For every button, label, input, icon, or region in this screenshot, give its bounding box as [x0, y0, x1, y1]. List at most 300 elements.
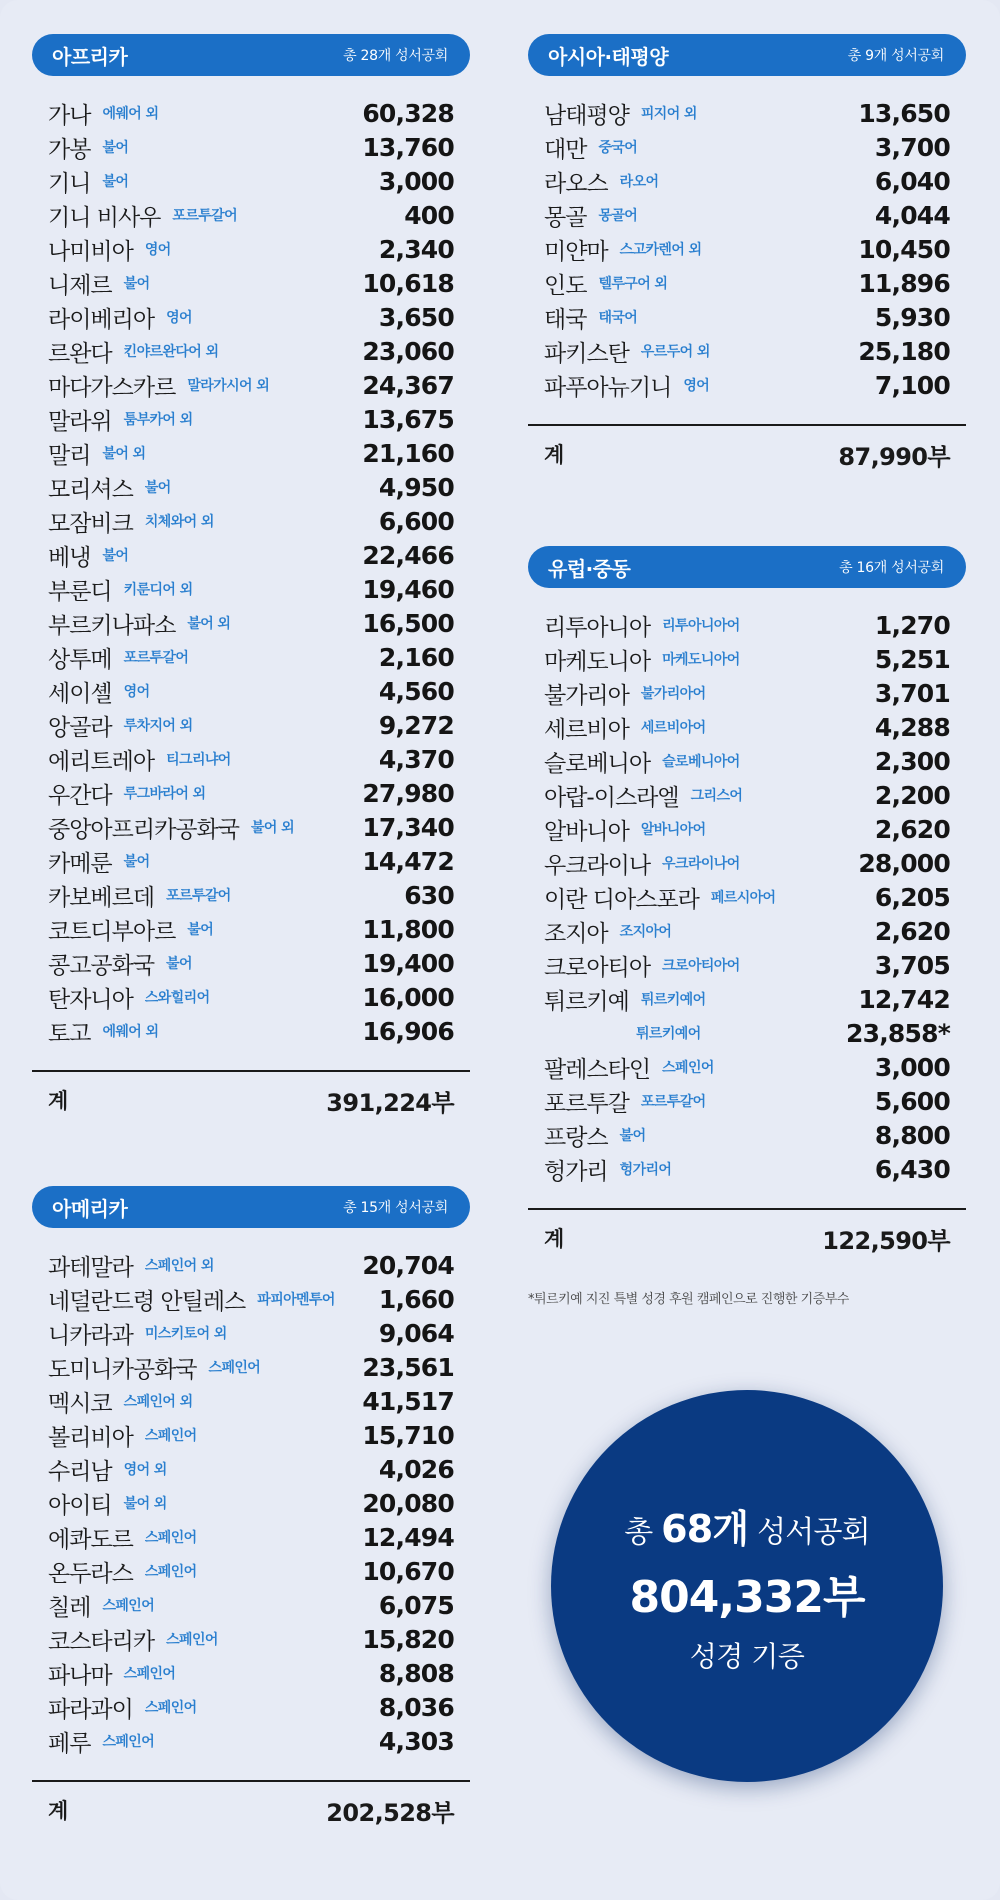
copies-count: 15,820: [362, 1624, 454, 1654]
language-label: 우르두어 외: [640, 344, 710, 360]
country-name: 우간다: [48, 782, 112, 809]
country-name: 볼리비아: [48, 1424, 133, 1451]
table-row: [544, 1016, 950, 1050]
table-row: [544, 1118, 950, 1152]
table-row: [544, 96, 950, 130]
copies-count: 5,930: [874, 302, 950, 332]
copies-count: 13,650: [858, 98, 950, 128]
americas-total-value: 202,528부: [326, 1798, 454, 1827]
europe-total-value: 122,590부: [822, 1226, 950, 1255]
language-label: 티그리냐어: [166, 752, 231, 768]
africa-total-label: 계: [48, 1089, 69, 1113]
copies-count: 630: [404, 880, 454, 910]
language-label: 불어 외: [102, 446, 146, 462]
country-name: 파키스탄: [544, 340, 629, 367]
europe-header: [528, 546, 966, 588]
copies-count: 10,450: [858, 234, 950, 264]
summary-copies: 804,332부: [629, 1571, 865, 1623]
copies-count: 60,328: [362, 98, 454, 128]
table-row: [48, 572, 454, 606]
language-label: 불어: [144, 480, 171, 496]
country-name: 슬로베니아: [544, 750, 651, 777]
copies-count: 10,670: [362, 1556, 454, 1586]
country-name: 마케도니아: [544, 648, 651, 675]
country-name: 코스타리카: [48, 1628, 155, 1655]
country-name: 말라위: [48, 408, 112, 435]
country-name: 코트디부아르: [48, 918, 176, 945]
copies-count: 22,466: [362, 540, 454, 570]
copies-count: 20,080: [362, 1488, 454, 1518]
language-label: 텔루구어 외: [598, 276, 668, 292]
summary-prefix: 총: [624, 1514, 653, 1550]
copies-count: 19,400: [362, 948, 454, 978]
language-label: 포르투갈어: [640, 1094, 706, 1110]
country-name: 말리: [48, 442, 91, 469]
country-name: 토고: [48, 1020, 91, 1047]
table-row: [544, 300, 950, 334]
language-label: 세르비아어: [640, 720, 706, 736]
table-row: [544, 982, 950, 1016]
copies-count: 6,075: [378, 1590, 454, 1620]
language-label: 스페인어 외: [123, 1394, 193, 1410]
copies-count: 13,675: [362, 404, 454, 434]
country-name: 태국: [544, 306, 587, 333]
summary-caption: 성경 기증: [689, 1639, 805, 1673]
table-row: [48, 470, 454, 504]
country-name: 모잠비크: [48, 510, 133, 537]
copies-count: 8,036: [378, 1692, 454, 1722]
copies-count: 14,472: [362, 846, 454, 876]
language-label: 스페인어: [144, 1530, 197, 1546]
language-label: 루그바라어 외: [123, 786, 206, 802]
country-name: 프랑스: [544, 1124, 608, 1151]
country-name: 수리남: [48, 1458, 112, 1485]
language-label: 튀르키예어: [636, 1026, 701, 1042]
europe-total-label: 계: [544, 1227, 565, 1251]
copies-count: 20,704: [362, 1250, 454, 1280]
section-asia-pacific: [528, 34, 966, 482]
summary-suffix: 성서공회: [757, 1514, 870, 1550]
table-row: [544, 778, 950, 812]
country-name: 카메룬: [48, 850, 112, 877]
copies-count: 21,160: [362, 438, 454, 468]
copies-count: 400: [404, 200, 454, 230]
language-label: 포르투갈어: [123, 650, 189, 666]
country-name: 대만: [544, 136, 587, 163]
language-label: 스페인어: [208, 1360, 261, 1376]
country-name: 르완다: [48, 340, 112, 367]
country-name: 헝가리: [544, 1158, 608, 1185]
copies-count: 6,205: [874, 882, 950, 912]
table-row: [544, 812, 950, 846]
table-row: [544, 642, 950, 676]
country-name: 튀르키예: [544, 988, 629, 1015]
language-label: 튀르키예어: [640, 992, 706, 1008]
language-label: 포르투갈어: [172, 208, 238, 224]
language-label: 그리스어: [690, 788, 743, 804]
copies-count: 17,340: [362, 812, 454, 842]
country-name: 아이티: [48, 1492, 112, 1519]
language-label: 파피아멘투어: [257, 1292, 335, 1308]
americas-rows: [32, 1248, 470, 1758]
language-label: 마케도니아어: [662, 652, 740, 668]
table-row: [48, 1350, 454, 1384]
language-label: 영어: [123, 684, 150, 700]
country-name: 라이베리아: [48, 306, 155, 333]
table-row: [544, 1084, 950, 1118]
table-row: [544, 880, 950, 914]
country-name: 칠레: [48, 1594, 91, 1621]
country-name: 포르투갈: [544, 1090, 629, 1117]
table-row: [48, 232, 454, 266]
table-row: [48, 1418, 454, 1452]
copies-count: 15,710: [362, 1420, 454, 1450]
africa-count: 총 28개 성서공회: [343, 48, 448, 64]
language-label: 몽골어: [598, 208, 638, 224]
language-label: 알바니아어: [640, 822, 706, 838]
copies-count: 41,517: [362, 1386, 454, 1416]
asia-rows: [528, 96, 966, 402]
table-row: [544, 232, 950, 266]
country-name: 파나마: [48, 1662, 112, 1689]
copies-count: 10,618: [362, 268, 454, 298]
table-row: [544, 608, 950, 642]
copies-count: 25,180: [858, 336, 950, 366]
country-name: 카보베르데: [48, 884, 155, 911]
table-row: [48, 1486, 454, 1520]
language-label: 불가리아어: [640, 686, 706, 702]
table-row: [48, 1248, 454, 1282]
country-name: 불가리아: [544, 682, 629, 709]
section-africa: [32, 34, 470, 1128]
country-name: 세이셸: [48, 680, 112, 707]
country-name: 과테말라: [48, 1254, 133, 1281]
language-label: 불어: [619, 1128, 646, 1144]
language-label: 스페인어 외: [144, 1258, 214, 1274]
language-label: 리투아니아어: [662, 618, 740, 634]
language-label: 영어 외: [123, 1462, 167, 1478]
copies-count: 28,000: [858, 848, 950, 878]
table-row: [48, 810, 454, 844]
country-name: 니카라과: [48, 1322, 133, 1349]
copies-count: 6,430: [874, 1154, 950, 1184]
table-row: [48, 368, 454, 402]
language-label: 에웨어 외: [102, 1024, 159, 1040]
country-name: 이란 디아스포라: [544, 886, 699, 913]
table-row: [48, 776, 454, 810]
country-name: 니제르: [48, 272, 112, 299]
language-label: 스페인어: [144, 1700, 197, 1716]
language-label: 스페인어: [123, 1666, 176, 1682]
table-row: [48, 1588, 454, 1622]
copies-count: 11,896: [858, 268, 950, 298]
table-row: [48, 130, 454, 164]
copies-count: 1,270: [874, 610, 950, 640]
table-row: [48, 1520, 454, 1554]
africa-title: 아프리카: [52, 44, 128, 69]
language-label: 키룬디어 외: [123, 582, 193, 598]
table-row: [48, 164, 454, 198]
language-label: 불어: [102, 548, 129, 564]
section-europe-middle-east: [528, 546, 966, 1266]
table-row: [544, 914, 950, 948]
table-row: [48, 742, 454, 776]
copies-count: 2,620: [874, 916, 950, 946]
language-label: 스페인어: [144, 1564, 197, 1580]
copies-count: 6,600: [378, 506, 454, 536]
language-label: 에웨어 외: [102, 106, 159, 122]
country-name: 부룬디: [48, 578, 112, 605]
americas-count: 총 15개 성서공회: [343, 1200, 448, 1216]
language-label: 스페인어: [662, 1060, 714, 1076]
copies-count: 4,950: [378, 472, 454, 502]
language-label: 피지어 외: [640, 106, 697, 122]
table-row: [48, 96, 454, 130]
country-name: 가나: [48, 102, 91, 129]
table-row: [48, 1690, 454, 1724]
language-label: 영어: [166, 310, 192, 326]
asia-total-row: [528, 426, 966, 482]
language-label: 스페인어: [102, 1734, 155, 1750]
copies-count: 19,460: [362, 574, 454, 604]
language-label: 스와힐리어: [144, 990, 210, 1006]
copies-count: 16,906: [362, 1016, 454, 1046]
language-label: 스페인어: [144, 1428, 197, 1444]
footnote: *튀르키예 지진 특별 성경 후원 캠페인으로 진행한 기증부수: [528, 1292, 849, 1307]
africa-total-value: 391,224부: [326, 1088, 454, 1117]
country-name: 부르키나파소: [48, 612, 176, 639]
europe-total-row: [528, 1210, 966, 1266]
copies-count: 4,560: [378, 676, 454, 706]
summary-line: [624, 1498, 870, 1553]
table-row: [544, 948, 950, 982]
copies-count: 9,064: [378, 1318, 454, 1348]
table-row: [544, 198, 950, 232]
language-label: 불어: [187, 922, 214, 938]
table-row: [48, 640, 454, 674]
country-name: 아랍-이스라엘: [544, 784, 679, 811]
language-label: 스페인어: [102, 1598, 155, 1614]
country-name: 크로아티아: [544, 954, 651, 981]
country-name: 남태평양: [544, 102, 629, 129]
copies-count: 5,251: [874, 644, 950, 674]
language-label: 불어: [166, 956, 192, 972]
country-name: 팔레스타인: [544, 1056, 651, 1083]
europe-rows: [528, 608, 966, 1186]
table-row: [48, 912, 454, 946]
country-name: 도미니카공화국: [48, 1356, 197, 1383]
copies-count: 7,100: [874, 370, 950, 400]
copies-count: 8,800: [874, 1120, 950, 1150]
language-label: 크로아티아어: [662, 958, 740, 974]
country-name: 조지아: [544, 920, 608, 947]
table-row: [48, 334, 454, 368]
table-row: [48, 1656, 454, 1690]
table-row: [48, 980, 454, 1014]
language-label: 불어 외: [123, 1496, 167, 1512]
language-label: 말라가시어 외: [187, 378, 270, 394]
language-label: 헝가리어: [619, 1162, 672, 1178]
language-label: 조지아어: [619, 924, 672, 940]
copies-count: 11,800: [362, 914, 454, 944]
table-row: [544, 1152, 950, 1186]
table-row: [48, 1554, 454, 1588]
language-label: 불어 외: [187, 616, 231, 632]
copies-count: 2,300: [874, 746, 950, 776]
americas-total-label: 계: [48, 1799, 69, 1823]
table-row: [48, 266, 454, 300]
americas-title: 아메리카: [52, 1196, 128, 1221]
copies-count: 23,060: [362, 336, 454, 366]
asia-count: 총 9개 성서공회: [847, 48, 944, 64]
country-name: 파라과이: [48, 1696, 133, 1723]
language-label: 중국어: [598, 140, 638, 156]
country-name: 라오스: [544, 170, 608, 197]
country-name: 가봉: [48, 136, 91, 163]
table-row: [544, 164, 950, 198]
country-name: 파푸아뉴기니: [544, 374, 672, 401]
copies-count: 13,760: [362, 132, 454, 162]
copies-count: 24,367: [362, 370, 454, 400]
copies-count: 23,858*: [846, 1018, 950, 1048]
table-row: [48, 1724, 454, 1758]
asia-total-value: 87,990부: [838, 442, 950, 471]
table-row: [48, 1452, 454, 1486]
language-label: 불어: [123, 276, 150, 292]
table-row: [48, 878, 454, 912]
table-row: [544, 368, 950, 402]
table-row: [48, 436, 454, 470]
table-row: [48, 198, 454, 232]
africa-rows: [32, 96, 470, 1048]
country-name: 인도: [544, 272, 587, 299]
language-label: 불어: [102, 174, 129, 190]
table-row: [544, 266, 950, 300]
asia-total-label: 계: [544, 443, 565, 467]
table-row: [48, 1316, 454, 1350]
language-label: 포르투갈어: [166, 888, 231, 904]
country-name: 페루: [48, 1730, 91, 1757]
language-label: 루차지어 외: [123, 718, 193, 734]
summary-circle: [551, 1390, 943, 1782]
copies-count: 4,303: [378, 1726, 454, 1756]
language-label: 우크라이나어: [662, 856, 740, 872]
africa-total-row: [32, 1072, 470, 1128]
copies-count: 23,561: [362, 1352, 454, 1382]
country-name: 세르비아: [544, 716, 629, 743]
table-row: [48, 402, 454, 436]
table-row: [48, 946, 454, 980]
language-label: 스페인어: [166, 1632, 218, 1648]
copies-count: 3,000: [378, 166, 454, 196]
country-name: 마다가스카르: [48, 374, 176, 401]
language-label: 슬로베니아어: [662, 754, 740, 770]
copies-count: 16,000: [362, 982, 454, 1012]
table-row: [48, 674, 454, 708]
country-name: 몽골: [544, 204, 587, 231]
table-row: [544, 744, 950, 778]
language-label: 라오어: [619, 174, 659, 190]
table-row: [544, 846, 950, 880]
table-row: [48, 708, 454, 742]
table-row: [544, 710, 950, 744]
copies-count: 2,200: [874, 780, 950, 810]
copies-count: 9,272: [378, 710, 454, 740]
country-name: 베냉: [48, 544, 91, 571]
country-name: 에리트레아: [48, 748, 155, 775]
copies-count: 5,600: [874, 1086, 950, 1116]
table-row: [48, 1014, 454, 1048]
language-label: 툼부카어 외: [123, 412, 193, 428]
country-name: 앙골라: [48, 714, 112, 741]
table-row: [48, 300, 454, 334]
country-name: 에콰도르: [48, 1526, 133, 1553]
language-label: 태국어: [598, 310, 638, 326]
copies-count: 4,026: [378, 1454, 454, 1484]
language-label: 킨야르완다어 외: [123, 344, 219, 360]
table-row: [48, 606, 454, 640]
europe-count: 총 16개 성서공회: [839, 560, 944, 576]
table-row: [48, 1384, 454, 1418]
language-label: 페르시아어: [710, 890, 776, 906]
language-label: 불어: [123, 854, 150, 870]
language-label: 불어: [102, 140, 129, 156]
europe-title: 유럽·중동: [548, 556, 631, 581]
table-row: [48, 538, 454, 572]
country-name: 알바니아: [544, 818, 629, 845]
copies-count: 3,650: [378, 302, 454, 332]
table-row: [48, 1282, 454, 1316]
country-name: 미얀마: [544, 238, 608, 265]
country-name: 우크라이나: [544, 852, 651, 879]
copies-count: 3,700: [874, 132, 950, 162]
language-label: 영어: [683, 378, 710, 394]
table-row: [544, 334, 950, 368]
country-name: 콩고공화국: [48, 952, 155, 979]
language-label: 영어: [144, 242, 171, 258]
country-name: 중앙아프리카공화국: [48, 816, 239, 843]
country-name: 온두라스: [48, 1560, 133, 1587]
americas-total-row: [32, 1782, 470, 1838]
table-row: [48, 1622, 454, 1656]
table-row: [48, 844, 454, 878]
language-label: 불어 외: [250, 820, 295, 836]
copies-count: 27,980: [362, 778, 454, 808]
copies-count: 12,494: [362, 1522, 454, 1552]
copies-count: 3,705: [874, 950, 950, 980]
copies-count: 16,500: [362, 608, 454, 638]
table-row: [544, 676, 950, 710]
asia-title: 아시아·태평양: [548, 44, 669, 69]
country-name: 모리셔스: [48, 476, 133, 503]
country-name: 기니 비사우: [48, 204, 161, 231]
language-label: 치체와어 외: [144, 514, 214, 530]
asia-header: [528, 34, 966, 76]
country-name: 멕시코: [48, 1390, 112, 1417]
copies-count: 12,742: [858, 984, 950, 1014]
table-row: [48, 504, 454, 538]
country-name: 리투아니아: [544, 614, 651, 641]
copies-count: 4,044: [874, 200, 950, 230]
summary-count: 68개: [661, 1506, 749, 1551]
country-name: 네덜란드령 안틸레스: [48, 1288, 246, 1315]
copies-count: 1,660: [378, 1284, 454, 1314]
africa-header: [32, 34, 470, 76]
country-name: 나미비아: [48, 238, 133, 265]
copies-count: 4,288: [874, 712, 950, 742]
copies-count: 2,160: [378, 642, 454, 672]
country-name: 기니: [48, 170, 91, 197]
